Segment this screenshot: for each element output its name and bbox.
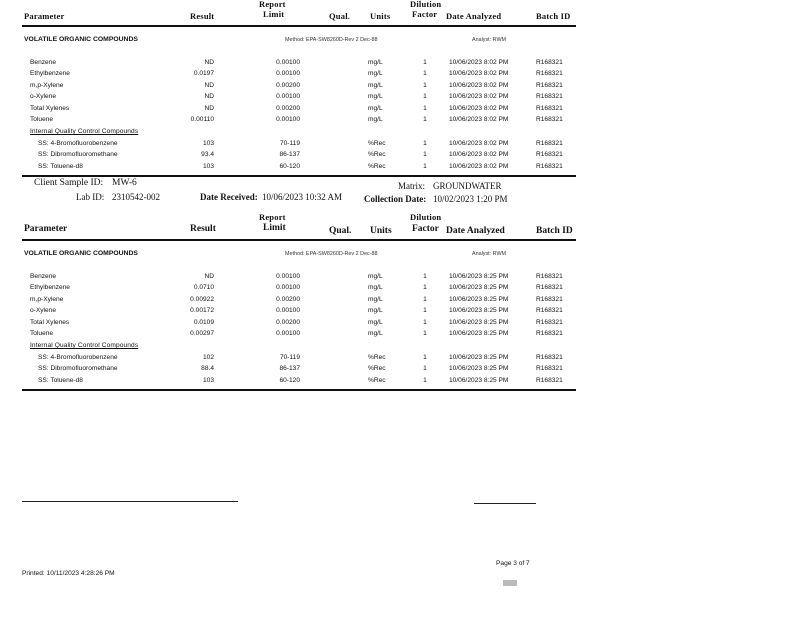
cell-units: mg/L [368,330,383,337]
method-2: Method: EPA-SW8260D-Rev 2 Dec-88 [285,251,378,257]
cell-limit: 0.00200 [276,81,300,89]
cell-units: mg/L [368,284,383,292]
cell-batch-id: R168321 [536,93,563,101]
cell-date-analyzed: 10/06/2023 8:25 PM [449,330,509,337]
cell-units: %Rec [368,151,386,159]
header-date-analyzed: Date Analyzed [446,11,502,21]
bottom-rule-1 [22,175,576,177]
header-units: Units [370,11,391,21]
cell-result: ND [204,93,214,101]
cell-result: ND [204,81,214,89]
cell-batch-id: R168321 [536,318,563,326]
cell-factor: 1 [423,70,427,78]
cell-parameter: SS: Dibromofluoromethane [38,365,118,373]
cell-batch-id: R168321 [536,273,563,280]
cell-result: 103 [202,162,214,170]
header-report: Report [259,0,286,9]
header-parameter-2: Parameter [24,224,68,234]
qc-row [0,365,800,376]
cell-parameter: Toluene [30,116,54,123]
cell-result: 0.00297 [190,330,214,337]
collection-date-label: Collection Date: [364,194,427,204]
cell-parameter: o-Xylene [30,93,57,101]
cell-limit: 0.00100 [276,307,300,315]
cell-factor: 1 [423,162,427,170]
cell-factor: 1 [423,376,427,384]
cell-units: mg/L [368,59,383,66]
cell-parameter: Ethylbenzene [30,284,70,292]
cell-limit: 70-119 [279,354,300,361]
cell-parameter: Total Xylenes [30,104,70,112]
cell-factor: 1 [423,140,427,147]
date-received-label: Date Received: [200,192,258,202]
cell-result: 0.0197 [193,70,214,78]
collection-date-value: 10/02/2023 1:20 PM [433,194,508,204]
qc-row [0,140,800,151]
table-row [0,70,800,81]
table-row [0,116,800,127]
cell-units: mg/L [368,273,383,280]
cell-batch-id: R168321 [536,104,563,112]
cell-units: mg/L [368,104,383,112]
cell-batch-id: R168321 [536,81,563,89]
cell-limit: 86-137 [279,365,300,373]
cell-limit: 0.00200 [276,104,300,112]
cell-factor: 1 [423,59,427,66]
cell-date-analyzed: 10/06/2023 8:02 PM [449,93,509,101]
cell-date-analyzed: 10/06/2023 8:25 PM [449,284,509,292]
cell-limit: 0.00100 [276,273,300,280]
lab-id-value: 2310542-002 [112,192,160,202]
cell-units: mg/L [368,81,383,89]
cell-factor: 1 [423,295,427,303]
cell-units: mg/L [368,318,383,326]
analyst-2: Analyst: RWM [472,251,507,257]
header-parameter: Parameter [24,11,65,21]
cell-date-analyzed: 10/06/2023 8:25 PM [449,295,509,303]
cell-date-analyzed: 10/06/2023 8:25 PM [449,354,509,361]
cell-factor: 1 [423,330,427,337]
signature-line-right [474,503,536,504]
cell-date-analyzed: 10/06/2023 8:02 PM [449,104,509,112]
analyst-1: Analyst: RWM [472,37,507,43]
header-result-2: Result [190,224,216,234]
table-row [0,319,800,330]
header-rule-1 [22,25,576,27]
cell-factor: 1 [423,151,427,159]
cell-date-analyzed: 10/06/2023 8:25 PM [449,307,509,315]
cell-batch-id: R168321 [536,376,563,384]
section-title-1: VOLATILE ORGANIC COMPOUNDS [24,36,138,43]
cell-batch-id: R168321 [536,151,563,159]
table-row [0,284,800,295]
lab-id-label: Lab ID: [76,192,105,202]
cell-units: %Rec [368,354,386,361]
cell-parameter: Toluene [30,330,54,337]
cell-factor: 1 [423,354,427,361]
cell-result: ND [204,59,214,66]
table-row [0,82,800,93]
cell-factor: 1 [423,284,427,292]
cell-date-analyzed: 10/06/2023 8:25 PM [449,365,509,373]
cell-parameter: Benzene [30,59,57,66]
cell-result: ND [204,104,214,112]
cell-limit: 60-120 [279,376,300,384]
cell-limit: 86-137 [279,151,300,159]
cell-units: %Rec [368,162,386,170]
cell-batch-id: R168321 [536,70,563,78]
cell-parameter: SS: Toluene-d8 [38,162,83,170]
header-limit-2: Limit [263,223,286,233]
cell-result: 102 [202,354,214,361]
cell-date-analyzed: 10/06/2023 8:02 PM [449,70,509,78]
table-row [0,273,800,284]
cell-limit: 60-120 [279,162,300,170]
qc-row [0,377,800,388]
cell-date-analyzed: 10/06/2023 8:02 PM [449,162,509,170]
cell-factor: 1 [423,307,427,315]
logo-mark [503,580,517,586]
cell-limit: 0.00200 [276,295,300,303]
cell-result: ND [204,273,214,280]
cell-limit: 0.00100 [276,70,300,78]
cell-result: 0.00172 [190,307,214,315]
cell-date-analyzed: 10/06/2023 8:02 PM [449,59,509,66]
cell-batch-id: R168321 [536,162,563,170]
date-received-value: 10/06/2023 10:32 AM [262,192,343,202]
cell-limit: 0.00100 [276,59,300,66]
table-row [0,296,800,307]
cell-units: mg/L [368,70,383,78]
cell-limit: 0.00100 [276,330,300,337]
cell-batch-id: R168321 [536,59,563,66]
cell-parameter: m,p-Xylene [30,295,64,303]
cell-limit: 0.00100 [276,284,300,292]
cell-units: %Rec [368,140,386,147]
cell-result: 0.00110 [190,116,214,123]
cell-factor: 1 [423,365,427,373]
cell-parameter: SS: Toluene-d8 [38,376,83,384]
cell-parameter: m,p-Xylene [30,81,64,89]
cell-result: 0.0109 [193,318,214,326]
header-limit: Limit [263,9,285,19]
bottom-rule-2 [22,389,576,391]
cell-date-analyzed: 10/06/2023 8:25 PM [449,318,509,326]
header-rule-2 [22,239,576,241]
cell-parameter: o-Xylene [30,307,57,315]
cell-date-analyzed: 10/06/2023 8:25 PM [449,376,509,384]
qc-row [0,151,800,162]
qc-label-2: Internal Quality Control Compounds [30,342,139,349]
cell-date-analyzed: 10/06/2023 8:02 PM [449,140,509,147]
cell-batch-id: R168321 [536,354,563,361]
cell-parameter: Benzene [30,273,57,280]
cell-limit: 70-119 [279,140,300,147]
cell-result: 103 [202,140,214,147]
header-date-analyzed-2: Date Analyzed [446,226,505,236]
cell-date-analyzed: 10/06/2023 8:02 PM [449,81,509,89]
cell-factor: 1 [423,93,427,101]
cell-batch-id: R168321 [536,330,563,337]
cell-result: 88.4 [201,365,214,373]
header-qual-2: Qual. [329,226,352,236]
table-row [0,307,800,318]
cell-parameter: SS: Dibromofluoromethane [38,151,118,159]
header-dilution: Dilution [410,0,442,9]
cell-batch-id: R168321 [536,116,563,123]
table-row [0,105,800,116]
matrix-value: GROUNDWATER [433,181,502,191]
qc-row [0,354,800,365]
cell-date-analyzed: 10/06/2023 8:02 PM [449,116,509,123]
table-row [0,330,800,341]
client-sample-label: Client Sample ID: [34,178,104,188]
header-batch-id: Batch ID [536,11,571,21]
cell-parameter: SS: 4-Bromofluorobenzene [38,354,118,361]
cell-units: mg/L [368,93,383,101]
cell-units: mg/L [368,307,383,315]
method-1: Method: EPA-SW8260D-Rev 2 Dec-88 [285,37,378,43]
printed-timestamp: Printed: 10/11/2023 4:28:26 PM [22,570,115,577]
header-batch-id-2: Batch ID [536,226,573,236]
cell-date-analyzed: 10/06/2023 8:25 PM [449,273,509,280]
cell-batch-id: R168321 [536,365,563,373]
qc-label-1: Internal Quality Control Compounds [30,128,139,135]
header-units-2: Units [370,226,392,236]
cell-batch-id: R168321 [536,284,563,292]
cell-units: %Rec [368,376,386,384]
cell-result: 93.4 [201,151,214,159]
header-factor: Factor [412,9,438,19]
cell-batch-id: R168321 [536,295,563,303]
cell-factor: 1 [423,273,427,280]
table-row [0,59,800,70]
client-sample-value: MW-6 [112,178,137,188]
header-result: Result [190,11,215,21]
cell-result: 0.0710 [193,284,214,292]
section-title-2: VOLATILE ORGANIC COMPOUNDS [24,250,138,257]
table-row [0,93,800,104]
cell-limit: 0.00200 [276,318,300,326]
qc-row [0,163,800,174]
cell-factor: 1 [423,104,427,112]
cell-units: mg/L [368,295,383,303]
cell-factor: 1 [423,318,427,326]
cell-limit: 0.00100 [276,116,300,123]
header-qual: Qual. [329,11,351,21]
cell-result: 103 [202,376,214,384]
cell-batch-id: R168321 [536,140,563,147]
page-number: Page 3 of 7 [496,560,530,567]
cell-parameter: Ethylbenzene [30,70,70,78]
cell-factor: 1 [423,116,427,123]
cell-batch-id: R168321 [536,307,563,315]
cell-date-analyzed: 10/06/2023 8:02 PM [449,151,509,159]
header-factor-2: Factor [412,224,439,234]
cell-units: %Rec [368,365,386,373]
header-dilution-2: Dilution [410,212,442,222]
cell-parameter: Total Xylenes [30,318,70,326]
matrix-label: Matrix: [398,181,425,191]
cell-result: 0.00922 [190,295,214,303]
cell-units: mg/L [368,116,383,123]
cell-limit: 0.00100 [276,93,300,101]
signature-line-left [22,501,238,502]
cell-factor: 1 [423,81,427,89]
cell-parameter: SS: 4-Bromofluorobenzene [38,140,118,147]
header-report-2: Report [259,212,286,222]
